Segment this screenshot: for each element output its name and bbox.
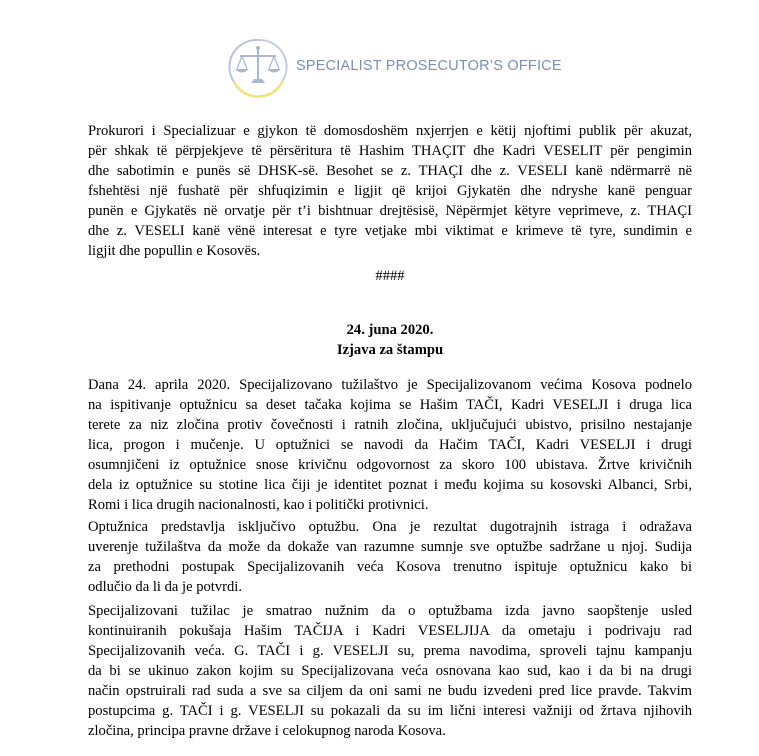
text-line: kontinuiranih pokušaja Hašim TAČIJA i Kadri VESELJIJA da ometaju i podrivaju rad	[88, 623, 692, 639]
release-date: 24. juna 2020.	[346, 322, 434, 338]
text-line: odlučio da li da je potvrdi.	[88, 579, 243, 595]
text-line: terete za niz zločina protiv čovečnosti i ratnih zločina, uključujući ubistvo, prisilno nestajanje	[88, 417, 692, 433]
text-line: Prokurori i Specializuar e gjykon të domosdoshëm nxjerrjen e këtij njoftimi publik për akuzat,	[88, 123, 692, 139]
spo-logo	[226, 36, 562, 98]
text-line: zločina, principa pravne države i celokupnog naroda Kosova.	[88, 723, 446, 739]
text-line: način opstruirali rad suda a sve sa ciljem da oni sami ne budu izvedeni pred lice pravde. Takvim	[88, 683, 692, 699]
text-line: dhe sabotimin e punës së DHSK-së. Besohet se z. THAÇI dhe z. VESELI kanë ndërmarrë në	[88, 163, 692, 179]
logo-text: SPECIALIST PROSECUTOR’S OFFICE	[296, 58, 562, 74]
text-line: punën e Gjykatës në orvatje për t’i bishtnuar drejtësisë, Nëpërmjet këtyre veprimeve, z. THAÇI	[88, 203, 692, 219]
text-line: osumnjičeni iz optužnice snose krivičnu odgovornost za skoro 100 ubistava. Žrtve krivičnih	[88, 457, 692, 473]
text-line: Dana 24. aprila 2020. Specijalizovano tužilaštvo je Specijalizovanom većima Kosova podnelo	[88, 377, 692, 393]
text-line: na ispitivanje optužnicu sa deset tačaka kojima se Hašim TAČI, Kadri VESELJI i druga lica	[88, 397, 692, 413]
text-line: fshehtësi një fushatë për shfuqizimin e ligjit që krijoi Gjykatën dhe ndryshe kanë penguar	[88, 183, 692, 199]
serbian-paragraph-1	[88, 375, 692, 515]
text-line: uverenje tužilaštva da može da dokaže van razumne sumnje sve optužbe sadržane u njoj. Sudija	[88, 539, 692, 555]
text-line: da bi se ukinuo zakon kojim su Specijalizovana veća osnovana kao sud, kao i da bi na drugi	[88, 663, 692, 679]
release-heading: Izjava za štampu	[336, 342, 444, 358]
text-line: Romi i lica drugih nacionalnosti, kao i politički protivnici.	[88, 497, 429, 513]
scales-of-justice-icon	[226, 36, 290, 98]
text-line: për shkak të përpjekjeve të përsëritura të Hashim THAÇIT dhe Kadri VESELIT për pengimin	[88, 143, 692, 159]
text-line: za prethodni postupak Specijalizovanih veća Kosova trenutno ispituje optužnicu kako bi	[88, 559, 692, 575]
text-line: lica, progon i mučenje. U optužnici se navodi da Hačim TAČI, Kadri VESELJI i drugi	[88, 437, 692, 453]
text-line: postupcima g. TAČI i g. VESELJI su pokazali da su im lični interesi važniji od žrtava njihovih	[88, 703, 692, 719]
albanian-paragraph	[88, 121, 692, 261]
text-line: Specijalizovanih veća. G. TAČI i g. VESELJI su, prema navodima, sproveli tajnu kampanju	[88, 643, 692, 659]
separator: ####	[375, 268, 405, 284]
text-line: dhe z. VESELI kanë vënë interesat e tyre vetjake mbi viktimat e krimeve të tyre, sundimin e	[88, 223, 692, 239]
text-line: Specijalizovani tužilac je smatrao nužnim da o optužbama izda javno saopštenje usled	[88, 603, 692, 619]
text-line: ligjit dhe popullin e Kosovës.	[88, 243, 261, 259]
serbian-paragraph-2	[88, 517, 692, 597]
text-line: dela iz optužnice su stotine lica čiji je identitet poznat i među kojima su kosovski Albanci, Srbi,	[88, 477, 692, 493]
serbian-paragraph-3	[88, 601, 692, 741]
text-line: Optužnica predstavlja isključivo optužbu. Ona je rezultat dugotrajnih istraga i odražava	[88, 519, 692, 535]
